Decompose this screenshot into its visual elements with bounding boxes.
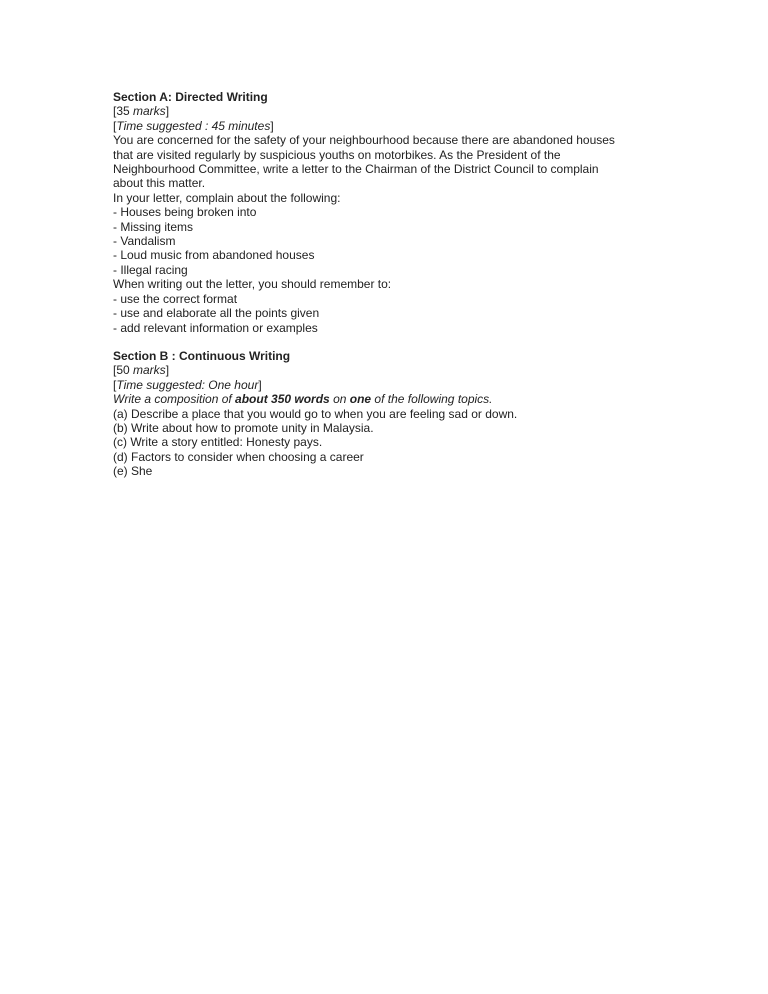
time-close: ] <box>270 118 274 133</box>
section-b <box>113 349 673 479</box>
marks-open: [50 <box>113 363 134 378</box>
instruction-text: on <box>329 392 350 407</box>
time-label: Time suggested: One hour <box>116 377 259 392</box>
time-label: Time suggested : 45 minutes <box>116 118 271 133</box>
section-a <box>113 90 673 335</box>
marks-open: [35 <box>113 104 134 119</box>
section-a-heading: Section A: Directed Writing <box>113 90 268 104</box>
section-b-heading: Section B : Continuous Writing <box>113 348 291 363</box>
section-a-marks <box>113 104 673 118</box>
topic-list <box>113 407 673 479</box>
prompt-line: Neighbourhood Committee, write a letter to the Chairman of the District Council to complain <box>113 162 599 177</box>
marks-label: marks <box>133 363 166 378</box>
marks-close: ] <box>165 104 170 119</box>
section-b-marks <box>113 363 673 377</box>
list-item: - Missing items <box>113 219 194 234</box>
prompt-line: about this matter. <box>113 176 206 191</box>
instruction-text: of the following topics. <box>371 392 493 407</box>
complaint-list <box>113 205 673 277</box>
section-b-instruction <box>113 392 673 406</box>
complain-intro: In your letter, complain about the following: <box>113 190 341 205</box>
list-item: - use the correct format <box>113 291 238 306</box>
time-open: [ <box>113 377 117 392</box>
section-a-prompt <box>113 133 673 191</box>
topic-item: (d) Factors to consider when choosing a career <box>113 449 364 464</box>
reminder-list <box>113 292 673 335</box>
prompt-line: that are visited regularly by suspicious youths on motorbikes. As the President of the <box>113 147 561 162</box>
topic-item: (e) She <box>113 464 153 479</box>
prompt-line: You are concerned for the safety of your neighbourhood because there are abandoned houses <box>113 133 615 148</box>
marks-close: ] <box>165 363 170 378</box>
marks-label: marks <box>133 104 166 119</box>
list-item: - Vandalism <box>113 234 176 249</box>
time-open: [ <box>113 118 117 133</box>
topic-item: (b) Write about how to promote unity in Malaysia. <box>113 420 374 435</box>
instruction-word-count: about 350 words <box>235 392 330 407</box>
topic-item: (a) Describe a place that you would go to when you are feeling sad or down. <box>113 406 518 421</box>
section-a-time <box>113 119 673 133</box>
time-close: ] <box>258 377 262 392</box>
list-item: - use and elaborate all the points given <box>113 306 320 321</box>
list-item: - Houses being broken into <box>113 205 257 220</box>
instruction-emphasis: one <box>349 392 372 407</box>
remember-intro: When writing out the letter, you should remember to: <box>113 277 392 292</box>
list-item: - Illegal racing <box>113 262 188 277</box>
document-page <box>113 90 673 479</box>
instruction-text: Write a composition of <box>113 392 236 407</box>
section-b-time <box>113 378 673 392</box>
list-item: - add relevant information or examples <box>113 320 318 335</box>
topic-item: (c) Write a story entitled: Honesty pays. <box>113 435 323 450</box>
list-item: - Loud music from abandoned houses <box>113 248 315 263</box>
